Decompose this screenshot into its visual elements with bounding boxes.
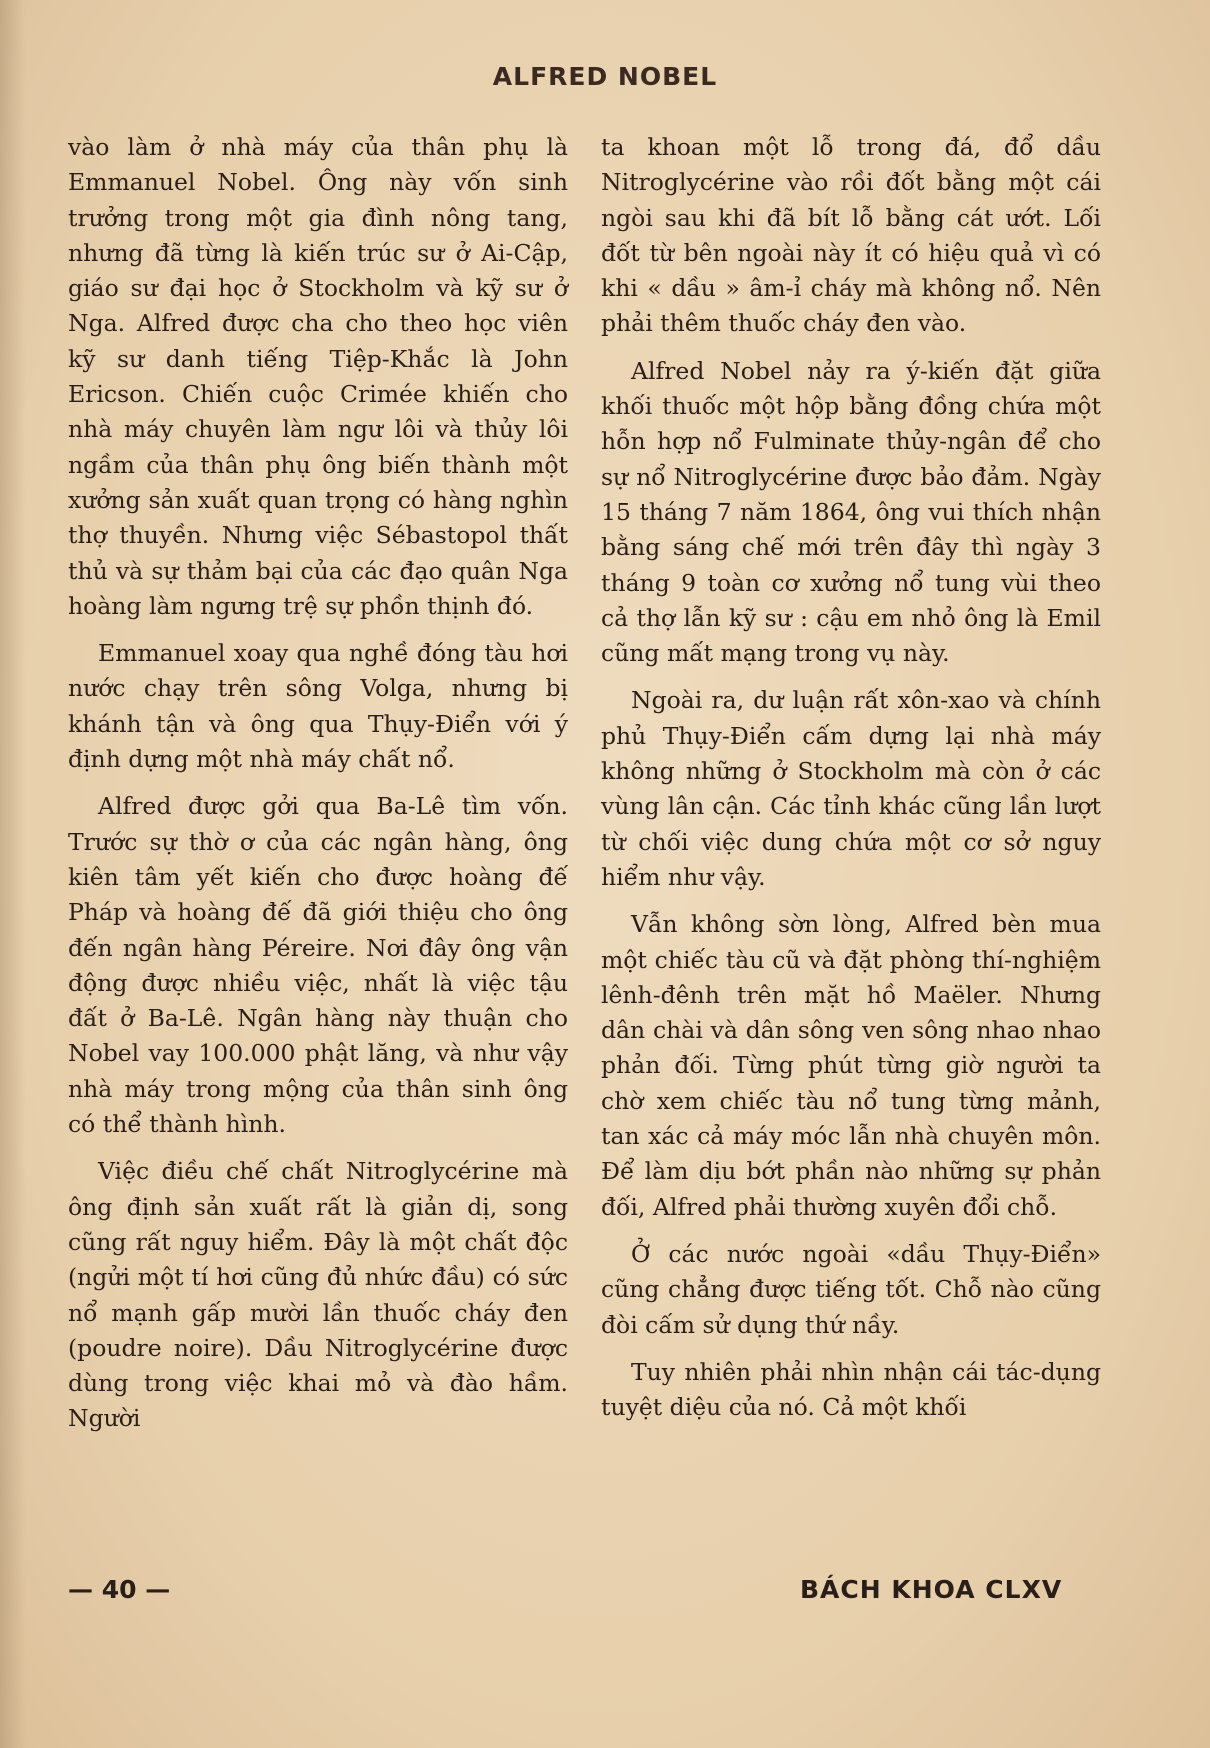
paragraph: Ngoài ra, dư luận rất xôn-xao và chính phủ Thụy-Điển cấm dựng lại nhà máy không những ở Stockholm mà còn ở các vùng lân cận. Các tỉnh khác cũng lần lượt từ chối việc dung chứa một cơ sở nguy hiểm như vậy. bbox=[601, 686, 1101, 891]
page-number: — 40 — bbox=[68, 1575, 171, 1604]
page-edge-shadow bbox=[0, 0, 26, 1748]
paragraph: Vẫn không sờn lòng, Alfred bèn mua một chiếc tàu cũ và đặt phòng thí-nghiệm lênh-đênh trên mặt hồ Maëler. Nhưng dân chài và dân sông ven sông nhao nhao phản đối. Từng phút từng giờ người ta chờ xem chiếc tàu nổ tung từng mảnh, tan xác cả máy móc lẫn nhà chuyên môn. Để làm dịu bớt phần nào những sự phản đối, Alfred phải thường xuyên đổi chỗ. bbox=[601, 910, 1101, 1221]
paragraph: Tuy nhiên phải nhìn nhận cái tác-dụng tuyệt diệu của nó. Cả một khối bbox=[601, 1357, 1101, 1422]
paragraph: ta khoan một lỗ trong đá, đổ dầu Nitroglycérine vào rồi đốt bằng một cái ngòi sau khi đã bít lỗ bằng cát ướt. Lối đốt từ bên ngoài này ít có hiệu quả vì có khi « dầu » âm-ỉ cháy mà không nổ. Nên phải thêm thuốc cháy đen vào. bbox=[601, 133, 1101, 338]
paragraph: Emmanuel xoay qua nghề đóng tàu hơi nước chạy trên sông Volga, nhưng bị khánh tận và ông qua Thụy-Điển với ý định dựng một nhà máy chất nổ. bbox=[68, 639, 568, 774]
paragraph: Alfred Nobel nảy ra ý-kiến đặt giữa khối thuốc một hộp bằng đồng chứa một hỗn hợp nổ Fulminate thủy-ngân để cho sự nổ Nitroglycérine được bảo đảm. Ngày 15 tháng 7 năm 1864, ông vui thích nhận bằng sáng chế mới trên đây thì ngày 3 tháng 9 toàn cơ xưởng nổ tung vùi theo cả thợ lẫn kỹ sư : cậu em nhỏ ông là Emil cũng mất mạng trong vụ này. bbox=[601, 356, 1101, 668]
paragraph: Việc điều chế chất Nitroglycérine mà ông định sản xuất rất là giản dị, song cũng rất nguy hiểm. Đây là một chất độc (ngửi một tí hơi cũng đủ nhức đầu) có sức nổ mạnh gấp mười lần thuốc cháy đen (poudre noire). Dầu Nitroglycérine được dùng trong việc khai mỏ và đào hầm. Người bbox=[68, 1157, 568, 1433]
paragraph: Ở các nước ngoài «dầu Thụy-Điển» cũng chẳng được tiếng tốt. Chỗ nào cũng đòi cấm sử dụng thứ nầy. bbox=[601, 1239, 1101, 1339]
paragraph: Alfred được gởi qua Ba-Lê tìm vốn. Trước sự thờ ơ của các ngân hàng, ông kiên tâm yết kiến cho được hoàng đế Pháp và hoàng đế đã giới thiệu cho ông đến ngân hàng Péreire. Nơi đây ông vận động được nhiều việc, nhất là việc tậu đất ở Ba-Lê. Ngân hàng này thuận cho Nobel vay 100.000 phật lăng, và như vậy nhà máy trong mộng của thân sinh ông có thể thành hình. bbox=[68, 792, 568, 1139]
right-column bbox=[601, 130, 1101, 1437]
magazine-footer: BÁCH KHOA CLXV bbox=[800, 1575, 1063, 1604]
left-column bbox=[68, 130, 568, 1449]
running-title: ALFRED NOBEL bbox=[492, 62, 718, 91]
paragraph: vào làm ở nhà máy của thân phụ là Emmanuel Nobel. Ông này vốn sinh trưởng trong một gia đình nông tang, nhưng đã từng là kiến trúc sư ở Ai-Cập, giáo sư đại học ở Stockholm và kỹ sư ở Nga. Alfred được cha cho theo học viên kỹ sư danh tiếng Tiệp-Khắc là John Ericson. Chiến cuộc Crimée khiến cho nhà máy chuyên làm ngư lôi và thủy lôi ngầm của thân phụ ông biến thành một xưởng sản xuất quan trọng có hàng nghìn thợ thuyền. Nhưng việc Sébastopol thất thủ và sự thảm bại của các đạo quân Nga hoàng làm ngưng trệ sự phồn thịnh đó. bbox=[68, 133, 568, 620]
